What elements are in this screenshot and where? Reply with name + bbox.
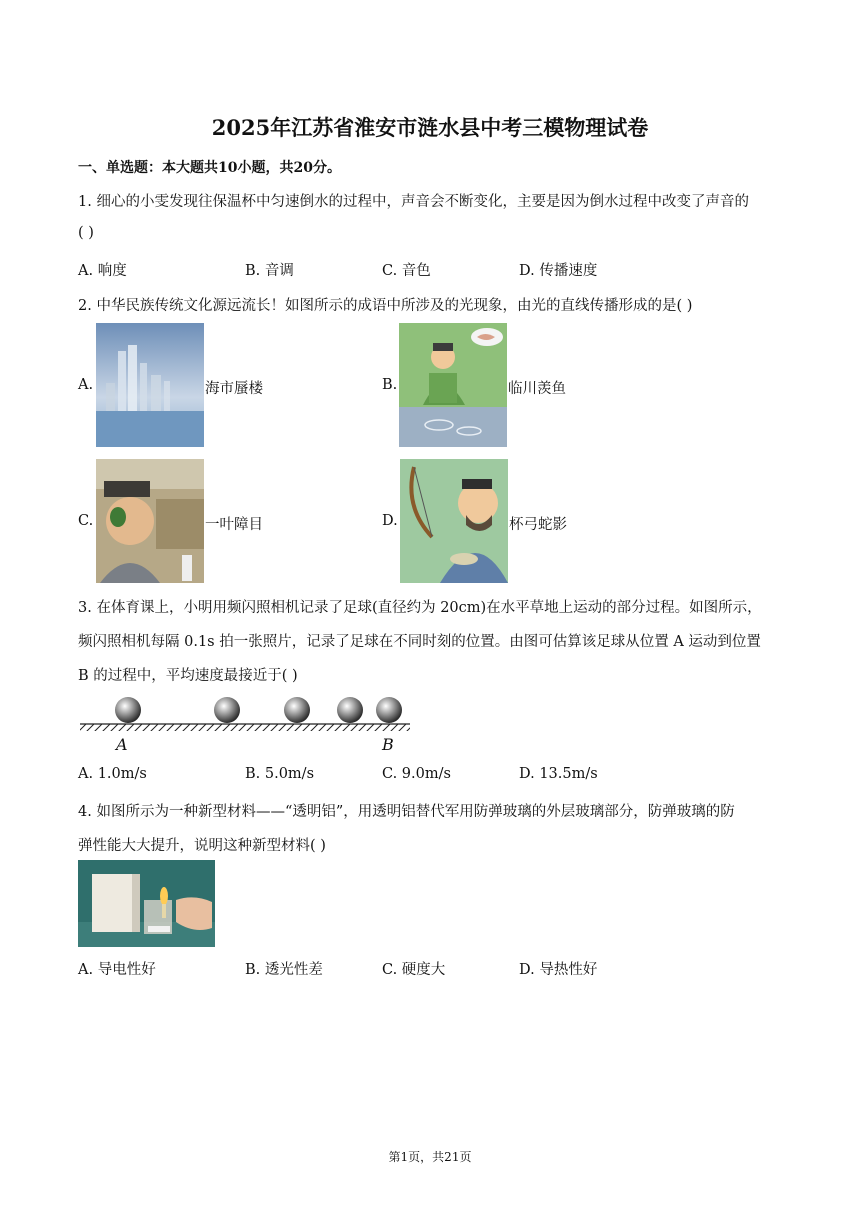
transparent-aluminum-image	[78, 860, 215, 947]
q3-stem-line2: 频闪照相机每隔 0.1s 拍一张照片，记录了足球在不同时刻的位置。由图可估算该足球从位置 A 运动到位置	[78, 634, 761, 650]
q2-option-a-text: 海市蜃楼	[205, 381, 263, 397]
q4-stem-line1: 4. 如图所示为一种新型材料——“透明铝”，用透明铝替代军用防弹玻璃的外层玻璃部分，防弹玻璃的防	[78, 804, 735, 820]
ball-position-1	[115, 697, 141, 723]
fish-envy-image	[399, 323, 507, 447]
q3-option-b: B. 5.0m/s	[245, 766, 315, 782]
q1-option-c: C. 音色	[382, 263, 431, 279]
q1-option-a: A. 响度	[78, 263, 127, 279]
mirage-image	[96, 323, 204, 447]
q3-option-a: A. 1.0m/s	[78, 766, 147, 782]
q4-option-b: B. 透光性差	[245, 962, 323, 978]
q2-stem: 2. 中华民族传统文化源远流长！如图所示的成语中所涉及的光现象，由光的直线传播形成的是( )	[78, 298, 693, 314]
q4-option-c: C. 硬度大	[382, 962, 446, 978]
q3-option-d: D. 13.5m/s	[519, 766, 598, 782]
q3-option-c: C. 9.0m/s	[382, 766, 451, 782]
q3-stem-line1: 3. 在体育课上，小明用频闪照相机记录了足球(直径约为 20cm)在水平草地上运动的部分过程。如图所示，	[78, 600, 762, 616]
q1-stem-line2: ( )	[78, 225, 94, 241]
q2-option-a-letter: A.	[78, 377, 94, 393]
bow-in-cup-image	[400, 459, 508, 583]
q1-option-d: D. 传播速度	[519, 263, 598, 279]
q2-option-d-text: 杯弓蛇影	[509, 517, 567, 533]
q1-option-b: B. 音调	[245, 263, 294, 279]
ball-position-4	[337, 697, 363, 723]
leaf-blocks-eye-image	[96, 459, 204, 583]
q2-option-c-text: 一叶障目	[205, 517, 263, 533]
q3-stem-line3: B 的过程中，平均速度最接近于( )	[78, 668, 298, 684]
q1-stem-line1: 1. 细心的小雯发现往保温杯中匀速倒水的过程中，声音会不断变化，主要是因为倒水过程中改变了声音的	[78, 194, 749, 210]
q4-option-d: D. 导热性好	[519, 962, 598, 978]
position-label-b: B	[382, 735, 394, 754]
ball-position-5	[376, 697, 402, 723]
page-footer: 第1页，共21页	[388, 1150, 472, 1164]
ball-position-2	[214, 697, 240, 723]
ball-position-3	[284, 697, 310, 723]
page-title: 2025年江苏省淮安市涟水县中考三模物理试卷	[211, 115, 649, 140]
section-heading: 一、单选题：本大题共10小题，共20分。	[78, 160, 341, 176]
q2-option-c-letter: C.	[78, 513, 94, 529]
q2-option-b-text: 临川羡鱼	[508, 381, 566, 397]
football-strobe-diagram	[78, 692, 418, 756]
q4-option-a: A. 导电性好	[78, 962, 156, 978]
q2-option-b-letter: B.	[382, 377, 398, 393]
q4-stem-line2: 弹性能大大提升，说明这种新型材料( )	[78, 838, 326, 854]
q2-option-d-letter: D.	[382, 513, 398, 529]
position-label-a: A	[116, 735, 128, 754]
